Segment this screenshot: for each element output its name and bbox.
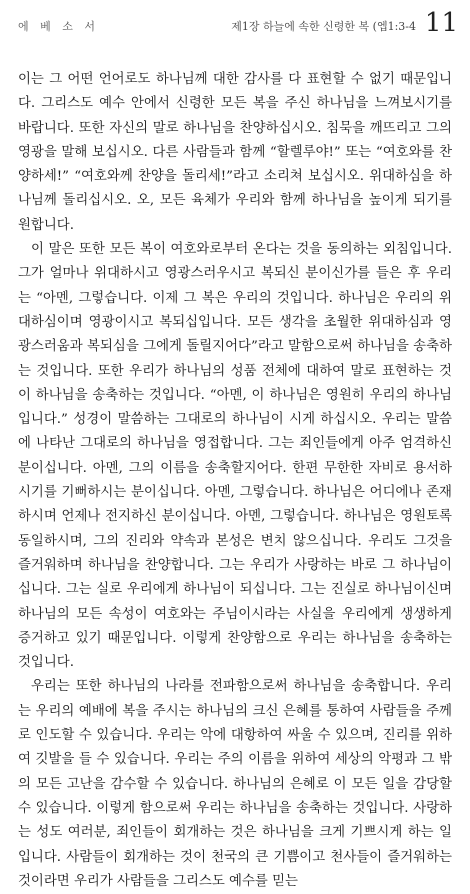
page-number: 11 (424, 8, 458, 38)
paragraph-1: 이는 그 어떤 언어로도 하나님께 대한 감사를 다 표현할 수 없기 때문입니다. 그리스도 예수 안에서 신령한 모든 복을 주신 하나님을 느껴보시기를 바랍니다. 또한 자신의 말로 하나님을 찬양하십시오. 침묵을 깨뜨리고 그의 영광을 말해 보십시오. 다른 사람들과 함께 “할렐루야!” 또는 “여호와를 찬양하세!” “여호와께 찬양을 돌리세!”라고 소리쳐 보십시오. 위대하심을 하나님께 돌리십시오. 오, 모든 육체가 우리와 함께 하나님을 높이게 되기를 원합니다. (18, 72, 452, 233)
running-head-book-title: 에 베 소 서 (18, 20, 99, 33)
paragraph-2: 이 말은 또한 모든 복이 여호와로부터 온다는 것을 동의하는 외침입니다. 그가 얼마나 위대하시고 영광스러우시고 복되신 분이신가를 들은 후 우리는 “아멘, 그렇습니다. 이제 그 복은 우리의 것입니다. 하나님은 우리의 위대하심이며 영광이시고 복되십입니다. 모든 생각을 초월한 위대하심과 영광스러움과 복되심을 그에게 돌릴지어다”라고 말함으로써 하나님을 송축하는 것입니다. 또한 우리가 하나님의 성품 전체에 대하여 말로 표현하는 것이 하나님을 송축하는 것입니다. “아멘, 이 하나님은 영원히 우리의 하나님입니다.” 성경이 말씀하는 그대로의 하나님이 시게 하십시오. 우리는 말씀에 나타난 그대로의 하나님을 영접합니다. 그는 죄인들에게 아주 엄격하신 분이십니다. 아멘, 그의 이름을 송축할지어다. 한편 무한한 자비로 용서하시기를 기뻐하시는 분이십니다. 아멘, 그렇습니다. 하나님은 어디에나 존재하시며 언제나 전지하신 분이십니다. 아멘, 그렇습니다. 하나님은 영원토록 동일하시며, 그의 진리와 약속과 본성은 변치 않으십니다. 우리도 그것을 즐거워하며 하나님을 찬양합니다. 그는 우리가 사랑하는 바로 그 하나님이십니다. 그는 실로 우리에게 하나님이 되십니다. 그는 진실로 하나님이신며 하나님의 모든 속성이 여호와는 주님이시라는 사실을 우리에게 생생하게 증거하고 있기 때문입니다. 이렇게 찬양함으로 우리는 하나님을 송축하는 것입니다. (18, 242, 452, 671)
body-text (18, 68, 452, 894)
running-head-chapter-title: 제1장 하늘에 속한 신령한 복 (엡1:3-4 (231, 20, 416, 33)
paragraph-3: 우리는 또한 하나님의 나라를 전파함으로써 하나님을 송축합니다. 우리는 우리의 예배에 복을 주시는 하나님의 크신 은혜를 통하여 사람들을 주께로 인도할 수 있습니다. 우리는 악에 대항하여 싸울 수 있으며, 진리를 위하여 깃발을 들 수 있습니다. 우리는 주의 이름을 위하여 세상의 악평과 그 밖의 모든 고난을 감수할 수 있습니다. 하나님의 은혜로 이 모든 일을 감당할 수 있습니다. 이렇게 함으로써 우리는 하나님을 송축하는 것입니다. 사랑하는 성도 여러분, 죄인들이 회개하는 것은 하나님을 크게 기쁘시게 하는 일입니다. 사람들이 회개하는 것이 천국의 큰 기쁨이고 천사들이 즐거워하는 것이라면 우리가 사람들을 그리스도 예수를 믿는 (18, 679, 452, 889)
page-header (18, 8, 460, 48)
